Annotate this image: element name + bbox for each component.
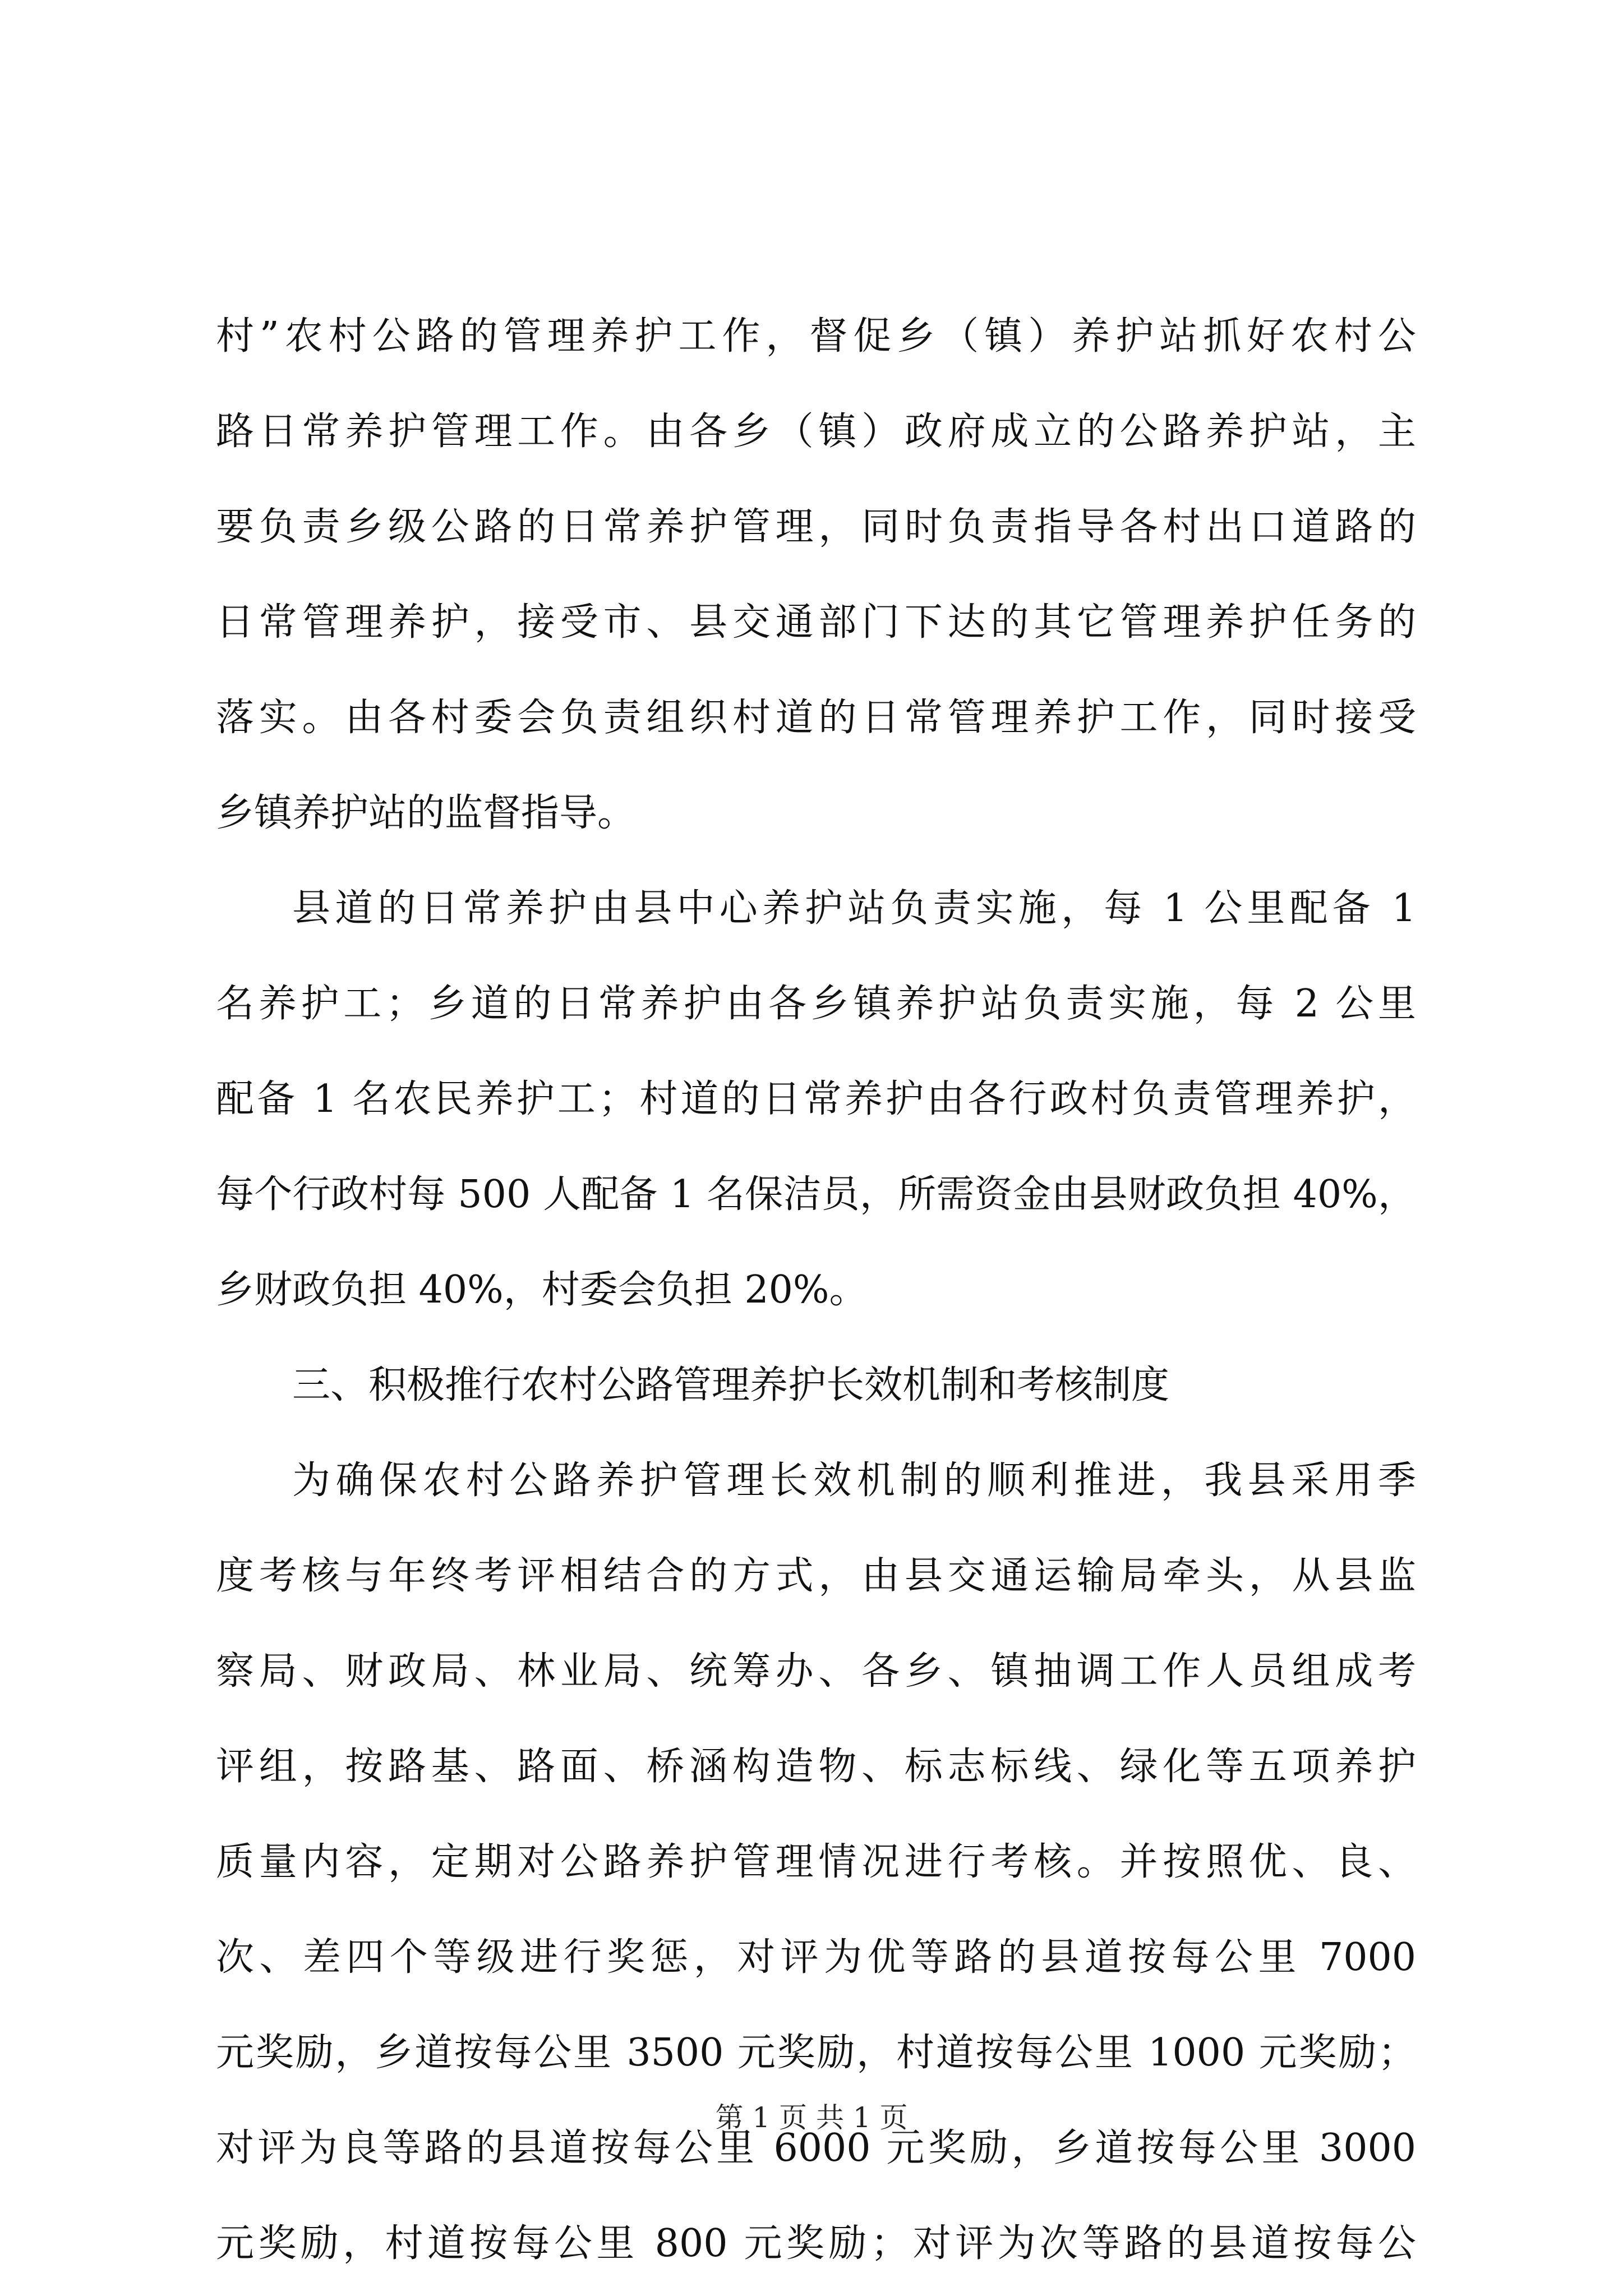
- text-line: 县道的日常养护由县中心养护站负责实施，每 1 公里配备 1: [292, 886, 1416, 931]
- text-line: 名养护工；乡道的日常养护由各乡镇养护站负责实施，每 2 公里: [216, 982, 1416, 1026]
- text-line: 质量内容，定期对公路养护管理情况进行考核。并按照优、良、: [216, 1840, 1416, 1884]
- text-line: 落实。由各村委会负责组织村道的日常管理养护工作，同时接受: [216, 696, 1416, 740]
- text-line: 次、差四个等级进行奖惩，对评为优等路的县道按每公里 7000: [216, 1935, 1416, 1980]
- text-line: 乡镇养护站的监督指导。: [216, 791, 636, 835]
- text-line: 察局、财政局、林业局、统筹办、各乡、镇抽调工作人员组成考: [216, 1649, 1416, 1694]
- text-line: 村”农村公路的管理养护工作，督促乡（镇）养护站抓好农村公: [216, 314, 1416, 358]
- text-line: 评组，按路基、路面、桥涵构造物、标志标线、绿化等五项养护: [216, 1745, 1416, 1789]
- text-line: 元奖励，村道按每公里 800 元奖励；对评为次等路的县道按每公: [216, 2221, 1416, 2266]
- text-line: 日常管理养护，接受市、县交通部门下达的其它管理养护任务的: [216, 600, 1416, 645]
- text-line: 对评为良等路的县道按每公里 6000 元奖励，乡道按每公里 3000: [216, 2126, 1416, 2170]
- text-line: 配备 1 名农民养护工；村道的日常养护由各行政村负责管理养护，: [216, 1077, 1416, 1121]
- page-footer: 第 1 页 共 1 页: [715, 2101, 908, 2134]
- text-line: 元奖励，乡道按每公里 3500 元奖励，村道按每公里 1000 元奖励；: [216, 2031, 1416, 2075]
- text-line: 乡财政负担 40%，村委会负担 20%。: [216, 1268, 868, 1312]
- document-body: [216, 289, 1416, 2292]
- text-line: 路日常养护管理工作。由各乡（镇）政府成立的公路养护站，主: [216, 409, 1416, 454]
- text-line: 度考核与年终考评相结合的方式，由县交通运输局牵头，从县监: [216, 1554, 1416, 1598]
- text-line: 为确保农村公路养护管理长效机制的顺利推进，我县采用季: [292, 1458, 1416, 1503]
- text-line: 每个行政村每 500 人配备 1 名保洁员，所需资金由县财政负担 40%，: [216, 1172, 1416, 1217]
- text-line: 要负责乡级公路的日常养护管理，同时负责指导各村出口道路的: [216, 505, 1416, 549]
- section-heading: 三、积极推行农村公路管理养护长效机制和考核制度: [292, 1363, 1170, 1407]
